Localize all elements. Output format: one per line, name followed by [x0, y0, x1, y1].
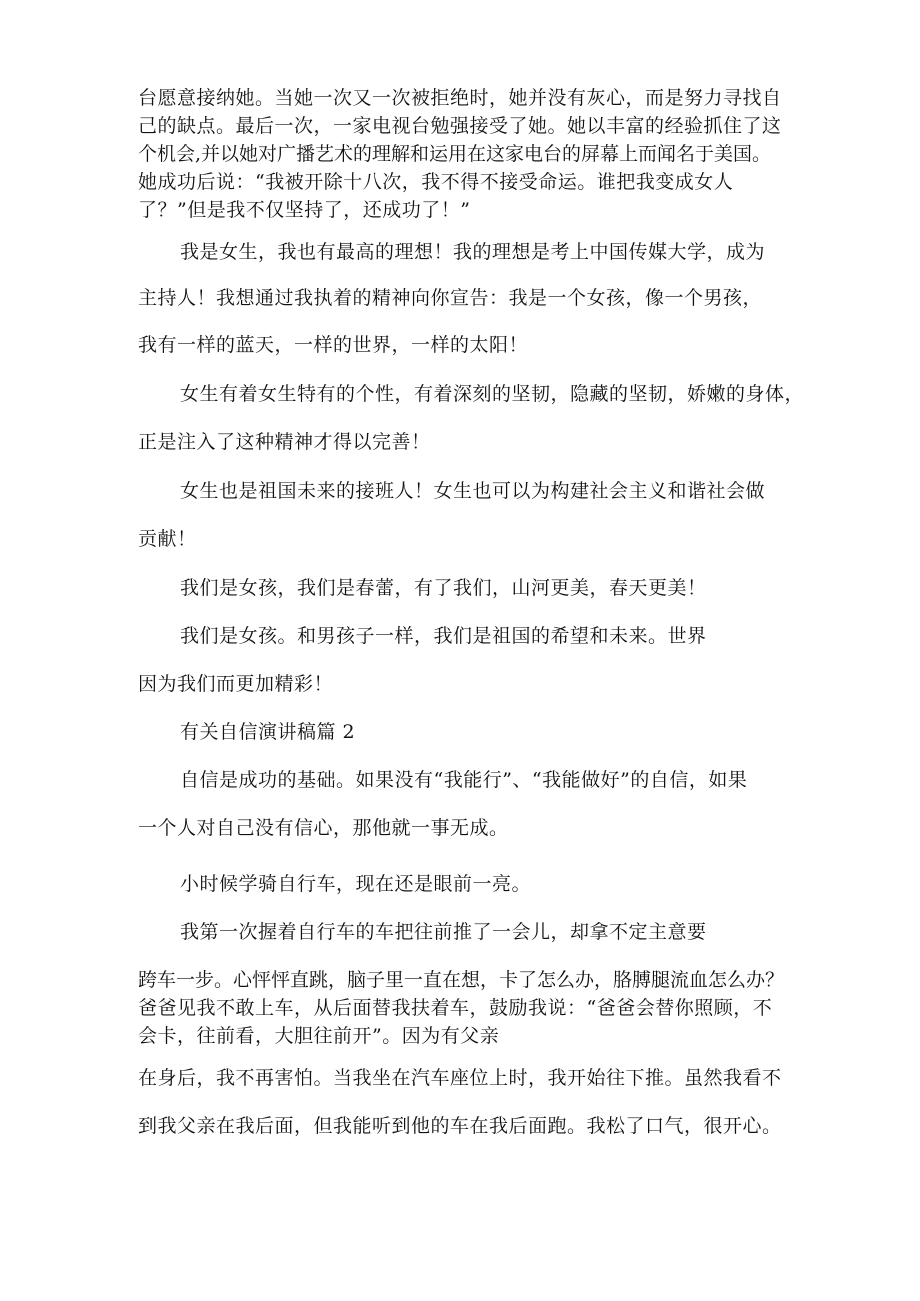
text-line: 个机会,并以她对广播艺术的理解和运用在这家电台的屏幕上而闻名于美国。 — [138, 143, 772, 165]
text-line: 己的缺点。最后一次，一家电视台勉强接受了她。她以丰富的经验抓住了这 — [138, 115, 782, 137]
section-heading: 有关自信演讲稿篇 2 — [180, 721, 356, 743]
paragraph-line: 我有一样的蓝天，一样的世界，一样的太阳！ — [138, 334, 529, 356]
text-line: 爸爸见我不敢上车，从后面替我扶着车，鼓励我说：“爸爸会替你照顾，不 — [138, 997, 773, 1019]
paragraph-line: 小时候学骑自行车，现在还是眼前一亮。 — [180, 873, 532, 895]
text-line: 了？”但是我不仅坚持了，还成功了！” — [138, 199, 471, 221]
paragraph-line: 在身后，我不再害怕。当我坐在汽车座位上时，我开始往下推。虽然我看不 — [138, 1067, 782, 1089]
paragraph-line: 一个人对自己没有信心，那他就一事无成。 — [138, 817, 509, 839]
text-line: 台愿意接纳她。当她一次又一次被拒绝时，她并没有灰心，而是努力寻找自 — [138, 87, 782, 109]
text-line: 她成功后说：“我被开除十八次，我不得不接受命运。谁把我变成女人 — [138, 171, 734, 193]
paragraph-line: 因为我们而更加精彩！ — [138, 673, 334, 695]
text-line: 跨车一步。心怦怦直跳，脑子里一直在想，卡了怎么办，胳膊腿流血怎么办？ — [138, 969, 785, 991]
paragraph-line: 贡献！ — [138, 528, 197, 550]
paragraph-line: 正是注入了这种精神才得以完善！ — [138, 431, 431, 453]
paragraph-line: 女生有着女生特有的个性，有着深刻的坚韧，隐藏的坚韧，娇嫩的身体， — [180, 383, 805, 405]
text-line: 会卡，往前看，大胆往前开”。因为有父亲 — [138, 1025, 500, 1047]
paragraph-line: 女生也是祖国未来的接班人！女生也可以为构建社会主义和谐社会做 — [180, 480, 766, 502]
paragraph-line: 到我父亲在我后面，但我能听到他的车在我后面跑。我松了口气，很开心。 — [138, 1115, 782, 1137]
paragraph-line: 自信是成功的基础。如果没有“我能行”、“我能做好”的自信，如果 — [180, 769, 748, 791]
paragraph-line: 我是女生，我也有最高的理想！我的理想是考上中国传媒大学，成为 — [180, 241, 766, 263]
paragraph-line: 主持人！我想通过我执着的精神向你宣告：我是一个女孩，像一个男孩， — [138, 287, 763, 309]
paragraph-line: 我们是女孩，我们是春蕾，有了我们，山河更美，春天更美！ — [180, 577, 707, 599]
paragraph-line: 我第一次握着自行车的车把往前推了一会儿，却拿不定主意要 — [180, 921, 707, 943]
paragraph-line: 我们是女孩。和男孩子一样，我们是祖国的希望和未来。世界 — [180, 625, 707, 647]
